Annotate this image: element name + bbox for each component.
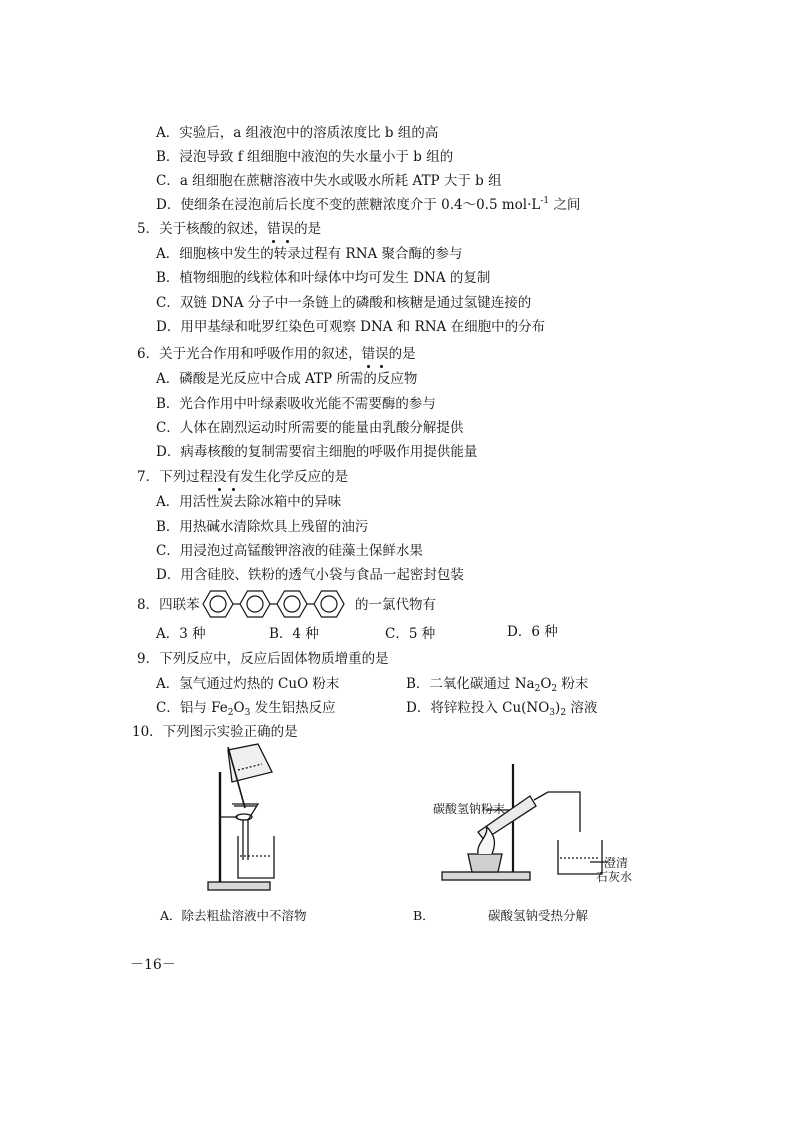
- q5-stem-tail: 的是: [294, 221, 322, 237]
- q9-stem: 9．下列反应中，反应后固体物质增重的是: [137, 651, 389, 667]
- figure-b-caption: 碳酸氢钠受热分解: [488, 908, 589, 923]
- q9-option-b: [406, 675, 588, 693]
- q9-option-b-text: B．二氧化碳通过 Na: [406, 676, 535, 692]
- q9-option-c-sub-1: 2: [227, 708, 234, 718]
- q9-option-d-text: D．将锌粒投入 Cu(NO: [406, 700, 550, 716]
- q9-option-c-text: C．铝与 Fe: [156, 700, 228, 716]
- q9-option-c-tail: 发生铝热反应: [250, 700, 336, 716]
- figure-a-caption: A．除去粗盐溶液中不溶物: [160, 908, 307, 923]
- q4-option-d-tail: 之间: [553, 197, 581, 213]
- q7-option-d: D．用含硅胶、铁粉的透气小袋与食品一起密封包装: [156, 567, 464, 583]
- q7-emphasis-2: 有: [226, 469, 241, 485]
- q4-option-c: C．a 组细胞在蔗糖溶液中失水或吸水所耗 ATP 大于 b 组: [156, 173, 502, 189]
- q9-option-d-sub-2: 2: [560, 708, 567, 718]
- q5-stem-text: 5．关于核酸的叙述，: [137, 221, 268, 237]
- figure-b-letter: B．: [413, 908, 435, 923]
- q6-option-b: B．光合作用中叶绿素吸收光能不需要酶的参与: [156, 396, 436, 412]
- filtration-apparatus-figure: [198, 742, 318, 897]
- q5-option-c: C．双链 DNA 分子中一条链上的磷酸和核糖是通过氢键连接的: [156, 295, 532, 311]
- q8-option-b: B．4 种: [269, 626, 319, 642]
- q9-option-d-tail: 溶液: [566, 700, 598, 716]
- q9-option-d-paren: ): [555, 700, 561, 716]
- page-number: －16－: [130, 957, 176, 973]
- q6-stem-tail: 的是: [388, 346, 416, 362]
- q5-option-d: D．用甲基绿和吡罗红染色可观察 DNA 和 RNA 在细胞中的分布: [156, 319, 546, 335]
- q4-option-b: B．浸泡导致 f 组细胞中液泡的失水量小于 b 组的: [156, 149, 454, 165]
- q6-option-d: D．病毒核酸的复制需要宿主细胞的呼吸作用提供能量: [156, 444, 478, 460]
- q9-option-b-oxygen: O: [540, 676, 552, 692]
- q6-stem-text: 6．关于光合作用和呼吸作用的叙述，: [137, 346, 362, 362]
- q4-option-d-exponent: -1: [540, 196, 550, 206]
- q8-stem-tail: 的一氯代物有: [355, 597, 436, 613]
- q9-option-d-sub-1: 3: [549, 708, 556, 718]
- q4-option-d: [156, 196, 580, 214]
- q7-option-a: A．用活性炭去除冰箱中的异味: [156, 494, 342, 510]
- q9-option-d: [406, 699, 597, 717]
- quaterphenyl-structure: [200, 588, 352, 620]
- q9-option-b-sub-2: 2: [551, 684, 558, 694]
- q5-option-b: B．植物细胞的线粒体和叶绿体中均可发生 DNA 的复制: [156, 270, 491, 286]
- q8-option-c: C．5 种: [385, 626, 436, 642]
- q7-stem: [137, 468, 348, 486]
- q6-emphasis-1: 错: [361, 346, 376, 362]
- q8-option-a: A．3 种: [156, 626, 206, 642]
- q9-option-b-sub-1: 2: [534, 684, 541, 694]
- q10-stem: 10．下列图示实验正确的是: [132, 724, 298, 740]
- q7-option-c: C．用浸泡过高锰酸钾溶液的硅藻土保鲜水果: [156, 543, 423, 559]
- label-sodium-bicarbonate-powder: 碳酸氢钠粉末: [433, 802, 506, 816]
- q9-option-b-tail: 粉末: [557, 676, 589, 692]
- q8-stem-text: 8．四联苯: [137, 597, 200, 613]
- q5-emphasis-2: 误: [280, 221, 295, 237]
- q9-option-c: [156, 699, 336, 717]
- q6-stem: [137, 345, 416, 363]
- q6-option-a: A．磷酸是光反应中合成 ATP 所需的反应物: [156, 371, 418, 387]
- q5-emphasis-1: 错: [267, 221, 281, 237]
- label-limewater-line-2: 石灰水: [596, 870, 633, 884]
- q6-emphasis-2: 误: [375, 346, 389, 362]
- q9-option-c-oxygen: O: [233, 700, 245, 716]
- q7-option-b: B．用热碱水清除炊具上残留的油污: [156, 519, 369, 535]
- q7-stem-text: 7．下列过程: [137, 469, 214, 485]
- q6-option-c: C．人体在剧烈运动时所需要的能量由乳酸分解提供: [156, 420, 464, 436]
- q8-option-d: D．6 种: [507, 624, 558, 640]
- q5-stem: [137, 220, 321, 238]
- q5-option-a: A．细胞核中发生的转录过程有 RNA 聚合酶的参与: [156, 246, 463, 262]
- q7-emphasis-1: 没: [213, 469, 227, 485]
- q9-option-a: A．氢气通过灼热的 CuO 粉末: [156, 676, 340, 692]
- q9-option-c-sub-2: 3: [244, 708, 251, 718]
- label-limewater-line-1: 澄清: [604, 856, 629, 870]
- q4-option-d-text: D．使细条在浸泡前后长度不变的蔗糖浓度介于 0.4～0.5 mol·L: [156, 197, 541, 213]
- q4-option-a: A．实验后，a 组液泡中的溶质浓度比 b 组的高: [156, 125, 439, 141]
- q7-stem-tail: 发生化学反应的是: [240, 469, 349, 485]
